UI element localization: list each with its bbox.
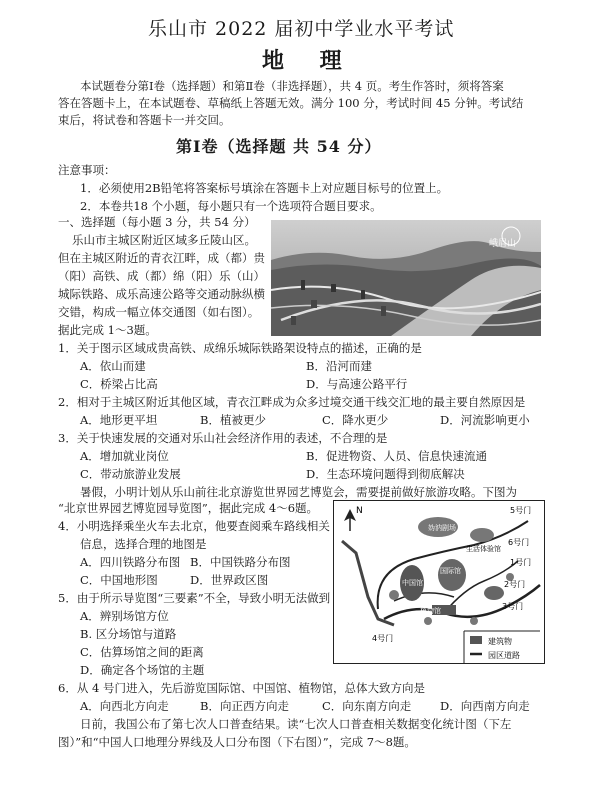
q2-option-b: B．植被更少 bbox=[200, 413, 266, 427]
gate-3-label: 3号门 bbox=[502, 602, 524, 611]
q3-option-c: C．带动旅游业发展 bbox=[80, 467, 181, 481]
north-arrow-label: N bbox=[356, 506, 363, 516]
q3-option-b: B．促进物资、人员、信息快速流通 bbox=[306, 449, 487, 463]
note-item-1: 1．必须使用2B铅笔将答案标号填涂在答题卡上对应题目标号的位置上。 bbox=[80, 181, 449, 195]
q3-option-a: A．增加就业岗位 bbox=[80, 449, 169, 463]
gate-1-label: 1号门 bbox=[510, 558, 532, 567]
q4-option-a: A．四川铁路分布图 bbox=[80, 555, 181, 569]
q1-option-d: D．与高速公路平行 bbox=[306, 377, 408, 391]
q5-option-a: A．辨别场馆方位 bbox=[80, 609, 169, 623]
venue-life-label: 生活体验馆 bbox=[466, 545, 501, 553]
passage3-line-2: 图）”和“中国人口地理分界线及人口分布图（下右图）”，完成 7～8题。 bbox=[58, 735, 416, 749]
traffic-photo bbox=[271, 220, 541, 336]
q2-stem: 2．相对于主城区附近其他区域，青衣江畔成为众多过境交通干线交汇地的最主要自然原因是 bbox=[58, 395, 526, 409]
passage1-line-4: 城际铁路、成乐高速公路等交通动脉纵横 bbox=[58, 287, 265, 301]
q2-option-c: C．降水更少 bbox=[322, 413, 389, 427]
q6-option-a: A．向西北方向走 bbox=[80, 699, 169, 713]
venue-theatre-label: 妫汭剧场 bbox=[428, 524, 456, 532]
q5-option-c: C．估算场馆之间的距离 bbox=[80, 645, 204, 659]
intro-line-2: 答在答题卡上，在本试题卷、草稿纸上答题无效。满分 100 分，考试时间 45 分钟。考试结 bbox=[58, 96, 524, 110]
q6-option-c: C．向东南方向走 bbox=[322, 699, 412, 713]
intro-line-3: 束后，将试卷和答题卡一并交回。 bbox=[58, 113, 231, 127]
notes-heading: 注意事项： bbox=[58, 163, 116, 177]
passage3-line-1: 日前，我国公布了第七次人口普查结果。读“七次人口普查相关数据变化统计图（下左 bbox=[80, 717, 512, 731]
legend-road-label: 园区道路 bbox=[488, 651, 520, 660]
q6-option-b: B．向正西方向走 bbox=[200, 699, 289, 713]
venue-china-label: 中国馆 bbox=[402, 579, 423, 587]
expo-park-map-drawing bbox=[334, 501, 544, 663]
gate-5-label: 5号门 bbox=[510, 506, 532, 515]
passage1-line-5: 交错，构成一幅立体交通图（如右图）。 bbox=[58, 305, 260, 319]
q1-option-a: A．依山而建 bbox=[80, 359, 146, 373]
q5-stem: 5．由于所示导览图“三要素”不全，导致小明无法做到 bbox=[58, 591, 331, 605]
q1-stem: 1．关于图示区域成贵高铁、成绵乐城际铁路架设特点的描述，正确的是 bbox=[58, 341, 422, 355]
subject-title: 地 理 bbox=[262, 48, 356, 74]
q2-option-d: D．河流影响更小 bbox=[440, 413, 530, 427]
q3-stem: 3．关于快速发展的交通对乐山社会经济作用的表述，不合理的是 bbox=[58, 431, 388, 445]
photo-label: 峨眉山 bbox=[489, 239, 517, 249]
gate-6-label-top: 6号门 bbox=[508, 538, 530, 547]
q4-option-d: D．世界政区图 bbox=[190, 573, 269, 587]
traffic-photo-image bbox=[271, 220, 541, 336]
q5-option-d: D．确定各个场馆的主题 bbox=[80, 663, 205, 677]
intro-line-1: 本试题卷分第Ⅰ卷（选择题）和第Ⅱ卷（非选择题），共 4 页。考生作答时，须将答案 bbox=[80, 79, 504, 93]
venue-international-label: 国际馆 bbox=[440, 567, 461, 575]
q5-option-b: B. 区分场馆与道路 bbox=[80, 627, 177, 641]
passage1-line-2: 但在主城区附近的青衣江畔，成（都）贵 bbox=[58, 251, 265, 265]
q4-option-b: B．中国铁路分布图 bbox=[190, 555, 291, 569]
venue-plant-label: 植物馆 bbox=[420, 607, 441, 615]
q4-option-c: C．中国地形图 bbox=[80, 573, 158, 587]
q2-option-a: A．地形更平坦 bbox=[80, 413, 158, 427]
q1-option-b: B．沿河而建 bbox=[306, 359, 372, 373]
legend-building-swatch bbox=[470, 636, 482, 644]
note-item-2: 2．本卷共18 个小题，每小题只有一个选项符合题目要求。 bbox=[80, 199, 382, 213]
q6-option-d: D．向西南方向走 bbox=[440, 699, 530, 713]
passage2-line-1: 暑假，小明计划从乐山前往北京游览世界园艺博览会，需要提前做好旅游攻略。下图为 bbox=[80, 485, 517, 499]
volume-title: 第Ⅰ卷（选择题 共 54 分） bbox=[176, 137, 382, 156]
q1-option-c: C．桥梁占比高 bbox=[80, 377, 158, 391]
q4-stem-line-2: 信息，选择合理的地图是 bbox=[80, 537, 207, 551]
expo-park-map bbox=[333, 500, 545, 664]
legend-building-label: 建筑物 bbox=[488, 637, 512, 646]
passage1-line-1: 乐山市主城区附近区域多丘陵山区。 bbox=[72, 233, 256, 247]
gate-4-label: 4号门 bbox=[372, 634, 394, 643]
q4-stem-line-1: 4．小明选择乘坐火车去北京，他要查阅乘车路线相关 bbox=[58, 519, 330, 533]
q6-stem: 6．从 4 号门进入，先后游览国际馆、中国馆、植物馆，总体大致方向是 bbox=[58, 681, 425, 695]
passage1-line-3: （阳）高铁、成（都）绵（阳）乐（山） bbox=[58, 269, 265, 283]
q3-option-d: D．生态环境问题得到彻底解决 bbox=[306, 467, 465, 481]
section-heading: 一、选择题（每小题 3 分，共 54 分） bbox=[58, 215, 256, 229]
passage1-line-6: 据此完成 1～3题。 bbox=[58, 323, 157, 337]
passage2-line-2: “北京世界园艺博览园导览图”，据此完成 4～6题。 bbox=[58, 501, 319, 515]
gate-2-label: 2号门 bbox=[504, 580, 526, 589]
exam-title: 乐山市 2022 届初中学业水平考试 bbox=[148, 18, 455, 40]
